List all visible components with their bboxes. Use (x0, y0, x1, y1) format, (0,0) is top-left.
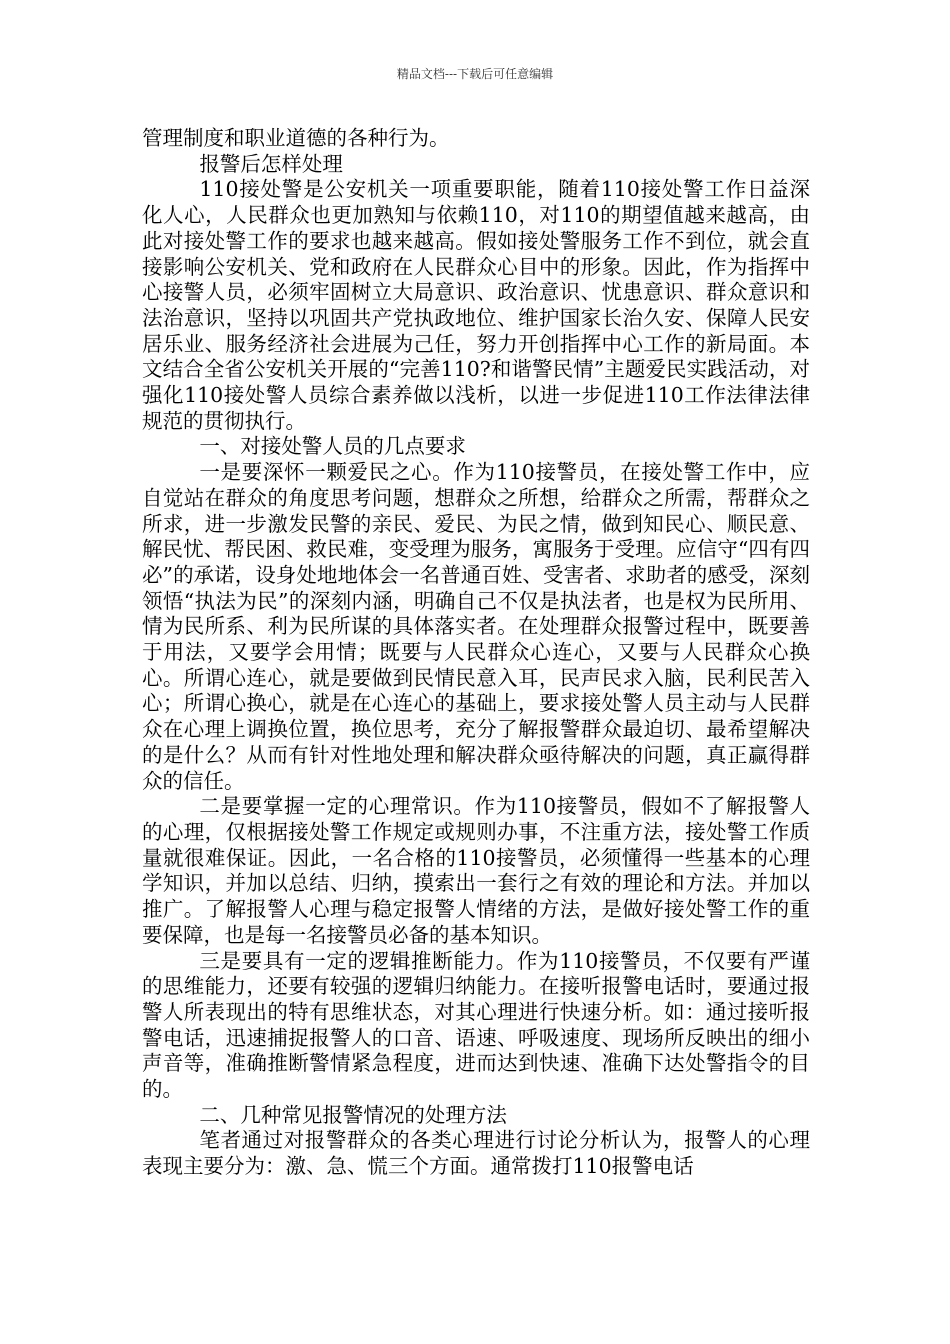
section-heading-methods: 二、几种常见报警情况的处理方法 (199, 1102, 507, 1127)
paragraph-requirement-1: 一是要深怀一颗爱民之心。作为110接警员，在接处警工作中，应自觉站在群众的角度思考问题，想群众之所想，给群众之所需，帮群众之所求，进一步激发民警的亲民、爱民、为民之情，做到知民心、顺民意、解民忧、帮民困、救民难，变受理为服务，寓服务于受理。应信守“四有四必”的承诺，设身处地地体会一名普通百姓、受害者、求助者的感受，深刻领悟“执法为民”的深刻内涵，明确自己不仅是执法者，也是权为民所用、情为民所系、利为民所谋的具体落实者。在处理群众报警过程中，既要善于用法，又要学会用情；既要与人民群众心连心，又要与人民群众心换心。所谓心连心，就是要做到民情民意入耳，民声民求入脑，民利民苦入心；所谓心换心，就是在心连心的基础上，要求接处警人员主动与人民群众在心理上调换位置，换位思考，充分了解报警群众最迫切、最希望解决的是什么？从而有针对性地处理和解决群众亟待解决的问题，真正赢得群众的信任。 (142, 460, 810, 793)
section-heading-requirements: 一、对接处警人员的几点要求 (199, 434, 466, 459)
paragraph-methods: 笔者通过对报警群众的各类心理进行讨论分析认为，报警人的心理表现主要分为：激、急、慌三个方面。通常拨打110报警电话 (142, 1128, 810, 1179)
paragraph-requirement-3: 三是要具有一定的逻辑推断能力。作为110接警员，不仅要有严谨的思维能力，还要有较强的逻辑归纳能力。在接听报警电话时，要通过报警人所表现出的特有思维状态，对其心理进行快速分析。如：通过接听报警电话，迅速捕捉报警人的口音、语速、呼吸速度、现场所反映出的细小声音等，准确推断警情紧急程度，进而达到快速、准确下达处警指令的目的。 (142, 948, 810, 1102)
paragraph-intro: 110接处警是公安机关一项重要职能，随着110接处警工作日益深化人心，人民群众也更加熟知与依赖110，对110的期望值越来越高，由此对接处警工作的要求也越来越高。假如接处警服务工作不到位，就会直接影响公安机关、党和政府在人民群众心目中的形象。因此，作为指挥中心接警人员，必须牢固树立大局意识、政治意识、忧患意识、群众意识和法治意识，坚持以巩固共产党执政地位、维护国家长治久安、保障人民安居乐业、服务经济社会进展为己任，努力开创指挥中心工作的新局面。本文结合全省公安机关开展的“完善110?和谐警民情”主题爱民实践活动，对强化110接处警人员综合素养做以浅析，以进一步促进110工作法律法律规范的贯彻执行。 (142, 177, 810, 433)
paragraph-requirement-2: 二是要掌握一定的心理常识。作为110接警员，假如不了解报警人的心理，仅根据接处警工作规定或规则办事，不注重方法，接处警工作质量就很难保证。因此，一名合格的110接警员，必须懂得一些基本的心理学知识，并加以总结、归纳，摸索出一套行之有效的理论和方法。并加以推广。了解报警人心理与稳定报警人情绪的方法，是做好接处警工作的重要保障，也是每一名接警员必备的基本知识。 (142, 794, 810, 947)
document-body (142, 126, 810, 1180)
section-heading-alarm-handling: 报警后怎样处理 (199, 151, 343, 176)
page-header: 精品文档---下载后可任意编辑 (396, 67, 554, 81)
paragraph-1: 管理制度和职业道德的各种行为。 (142, 126, 450, 150)
